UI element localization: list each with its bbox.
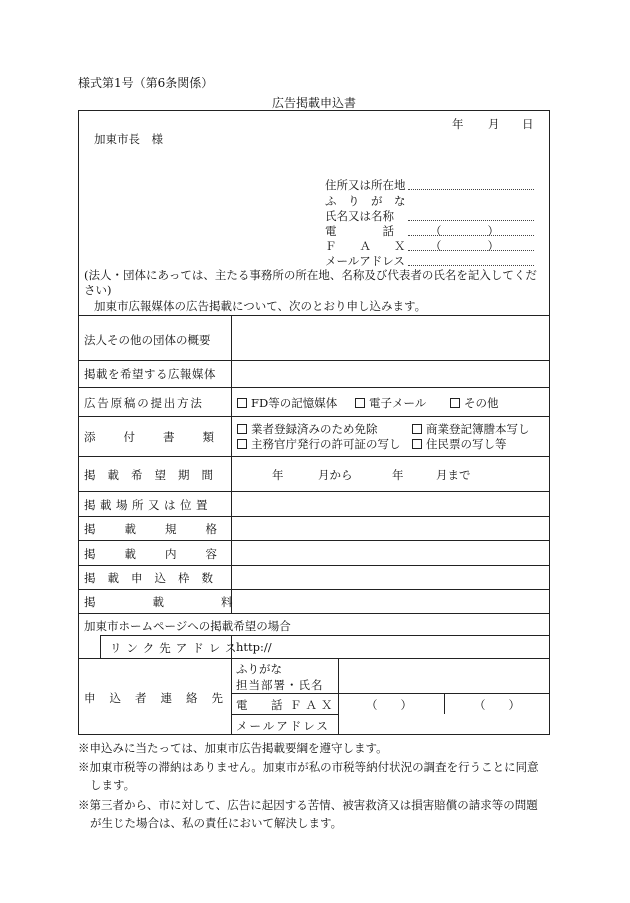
column-divider [231,315,232,613]
period-from-year: 年 [272,468,284,482]
applicant-email-label: メールアドレス [325,254,405,268]
period-label: 掲載希望期間 [84,468,225,482]
rule [78,416,550,417]
homepage-label: 加東市ホームページへの掲載希望の場合 [84,619,291,633]
checkbox-icon[interactable] [237,439,247,449]
note-tax: ※加東市税等の滞納はありません。加東市が私の市税等納付状況の調査を行うことに同意 [78,760,539,774]
attachments-label: 添付書類 [84,430,242,444]
column-divider [100,635,101,658]
rule [78,456,550,457]
applicant-address-label: 住所又は所在地 [325,178,406,192]
link-input[interactable]: http:// [236,640,272,654]
period-from-month: 月から [318,468,353,482]
contact-furigana-label: ふりがな [236,662,282,676]
rule [78,565,550,566]
note-liability: ※第三者から、市に対して、広告に起因する苦情、被害救済又は損害賠償の請求等の問題 [78,798,538,812]
contact-fax-paren[interactable]: （ ） [474,698,520,712]
phone-paren: （ ） [430,224,499,238]
rule [78,540,550,541]
column-divider [338,658,339,735]
email-line[interactable] [408,265,534,266]
checkbox-icon[interactable] [237,424,247,434]
apply-statement: 加東市広報媒体の広告掲載について、次のとおり申し込みます。 [94,299,427,313]
column-divider [444,693,445,714]
date-day: 日 [522,117,534,131]
checkbox-icon[interactable] [412,424,422,434]
applicant-fax-label: Ｆ Ａ Ｘ [325,239,406,253]
fax-line[interactable] [408,250,534,251]
page-title: 広告掲載申込書 [272,96,357,110]
applicant-furigana-label: ふ り が な [325,194,406,208]
checkbox-icon[interactable] [355,398,365,408]
applicant-phone-label: 電 話 [325,224,394,238]
rule [78,315,550,316]
fax-paren: （ ） [430,239,499,253]
fee-label: 掲載料 [84,595,290,609]
name-line[interactable] [408,220,534,221]
submit-option-email[interactable]: 電子メール [355,395,426,411]
location-label: 掲載場所又は位置 [84,498,212,512]
rule [78,491,550,492]
rule [78,387,550,388]
spec-label: 掲載規格 [84,522,246,536]
period-to-month: 月まで [436,468,471,482]
contact-phone-paren[interactable]: （ ） [366,698,412,712]
attach-option-registry[interactable]: 商業登記簿謄本写し [412,421,530,437]
rule [231,714,338,715]
rule [78,658,550,659]
period-to-year: 年 [392,468,404,482]
submit-option-other[interactable]: その他 [450,395,499,411]
rule [78,613,550,614]
contact-phone-label: 電 話 [236,698,289,712]
date-month: 月 [488,117,500,131]
slots-label: 掲載申込枠数 [84,571,225,585]
contact-fax-label: ＦＡＸ [290,698,337,712]
rule [100,635,550,636]
checkbox-icon[interactable] [450,398,460,408]
rule [231,693,550,694]
contact-email-label: メールアドレス [236,719,330,733]
note-liability-cont: が生じた場合は、私の責任において解決します。 [90,816,343,830]
checkbox-icon[interactable] [237,398,247,408]
submit-method-label: 広告原稿の提出方法 [84,396,204,410]
link-label: リンク先アドレス [110,641,242,655]
addressee: 加東市長 様 [94,132,163,146]
rule [78,516,550,517]
applicant-name-label: 氏名又は名称 [325,209,394,223]
content-label: 掲載内容 [84,547,246,561]
contact-label: 申込者連絡先 [84,691,237,705]
attach-option-resident[interactable]: 住民票の写し等 [412,436,507,452]
phone-line[interactable] [408,235,534,236]
note-compliance: ※申込みに当たっては、加東市広告掲載要綱を遵守します。 [78,741,388,755]
date-year: 年 [452,117,464,131]
attach-option-permit[interactable]: 主務官庁発行の許可証の写し [237,436,401,452]
address-line[interactable] [408,189,534,190]
org-overview-label: 法人その他の団体の概要 [84,333,211,347]
corp-note: (法人・団体にあっては、主たる事務所の所在地、名称及び代表者の氏名を記入してください) [84,268,537,297]
contact-dept-label: 担当部署・氏名 [236,678,324,692]
rule [78,360,550,361]
submit-option-fd[interactable]: FD等の記憶媒体 [237,395,337,411]
attach-option-registered[interactable]: 業者登録済みのため免除 [237,421,378,437]
media-label: 掲載を希望する広報媒体 [84,367,216,381]
form-number: 様式第1号（第6条関係） [78,76,214,90]
note-tax-cont: します。 [90,778,136,792]
checkbox-icon[interactable] [412,439,422,449]
rule [78,589,550,590]
